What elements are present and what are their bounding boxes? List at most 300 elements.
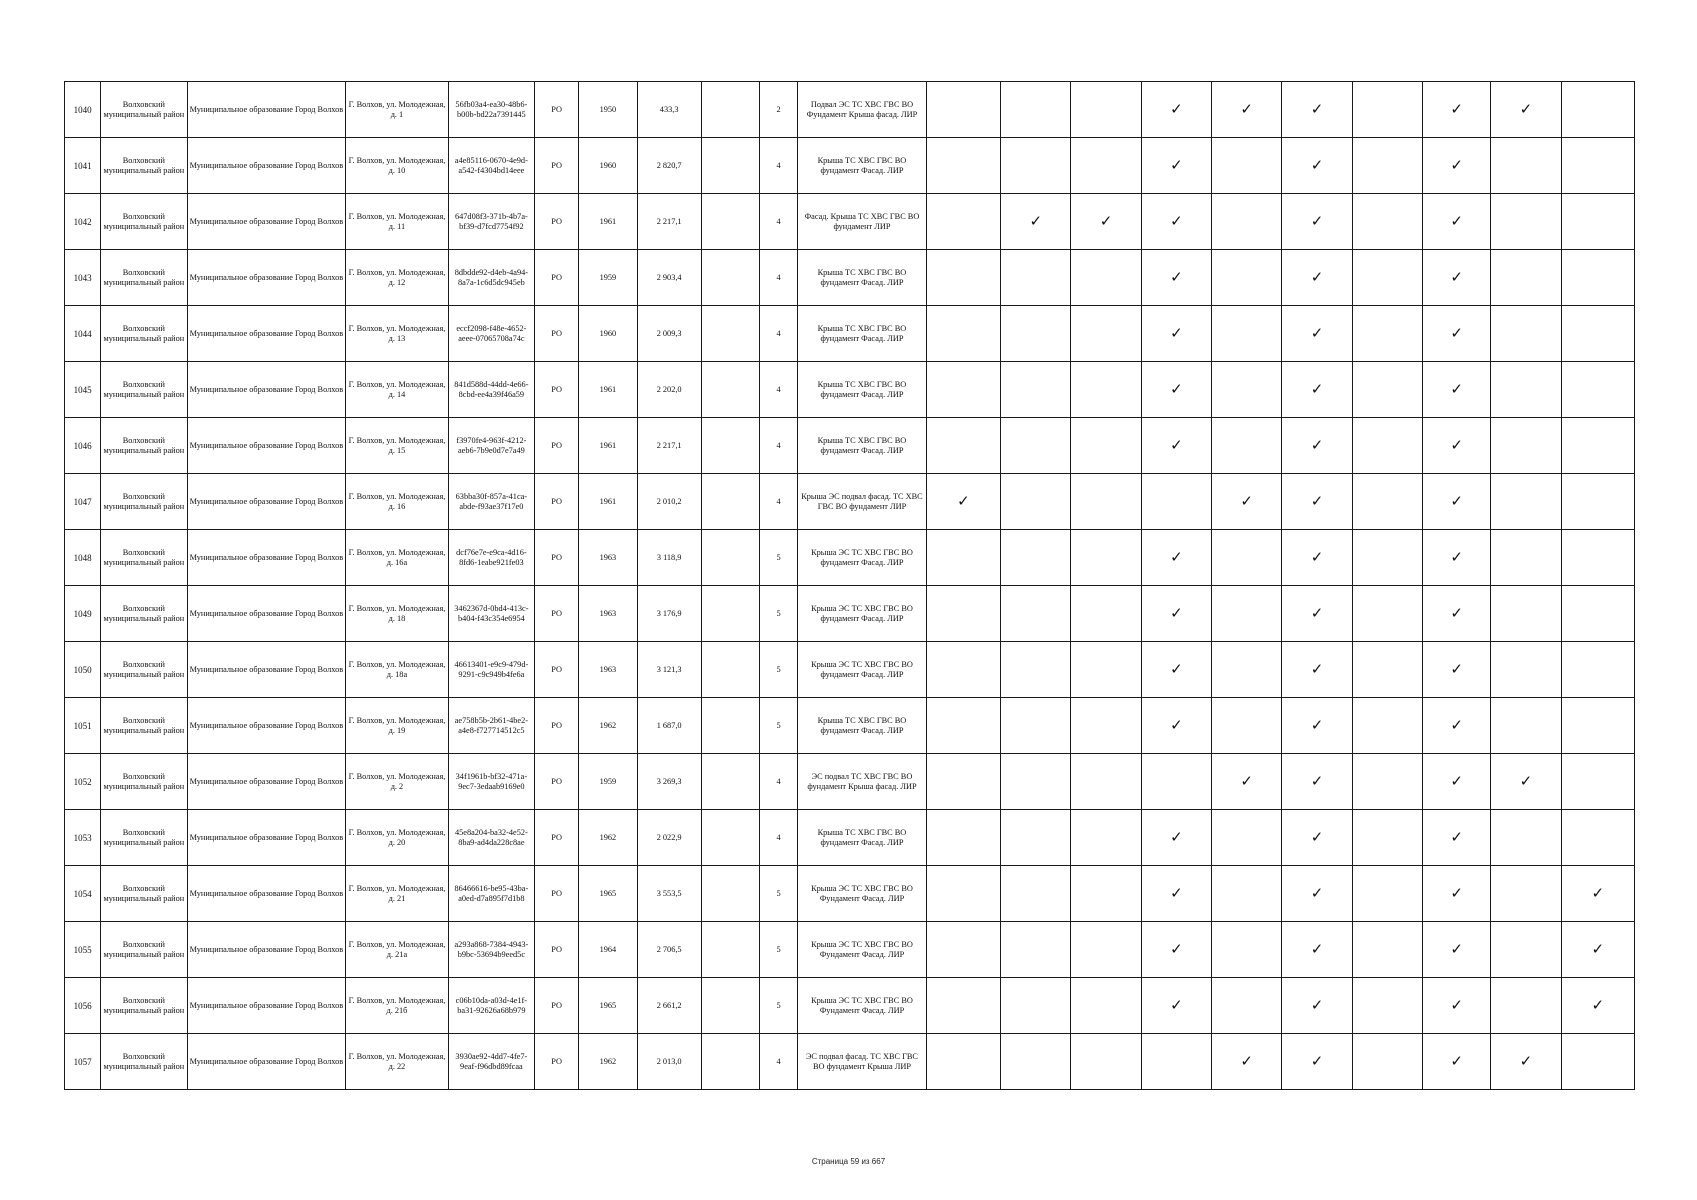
check-mark-icon: ✓ [1240,1052,1253,1070]
district-cell: Волховский муниципальный район [101,978,187,1034]
floors-cell: 5 [760,530,798,586]
check-cell [1001,82,1071,138]
empty-cell [701,306,759,362]
check-cell [1282,250,1352,306]
address-cell: Г. Волхов, ул. Молодежная, д. 20 [346,810,448,866]
check-cell [1352,194,1422,250]
check-mark-icon: ✓ [1450,212,1463,230]
check-cell [1561,586,1634,642]
check-cell [1491,138,1561,194]
empty-cell [701,810,759,866]
check-cell [1212,1034,1282,1090]
area-cell: 3 269,3 [637,754,701,810]
check-cell [1422,1034,1490,1090]
check-cell [1001,642,1071,698]
check-cell [1422,978,1490,1034]
municipality-cell: Муниципальное образование Город Волхов [187,306,346,362]
check-mark-icon: ✓ [1519,772,1533,790]
check-mark-icon: ✓ [1310,156,1324,174]
area-cell: 2 013,0 [637,1034,701,1090]
check-mark-icon: ✓ [1170,716,1183,734]
year-cell: 1965 [579,978,637,1034]
area-cell: 2 022,9 [637,810,701,866]
area-cell: 2 009,3 [637,306,701,362]
guid-cell: a4e85116-0670-4e9d-a542-f4304bd14eee [448,138,534,194]
area-cell: 3 553,5 [637,866,701,922]
table-row [65,978,1635,1034]
guid-cell: eccf2098-f48e-4652-aeee-07065708a74c [448,306,534,362]
check-cell [1001,474,1071,530]
floors-cell: 5 [760,698,798,754]
check-cell [1561,138,1634,194]
check-mark-icon: ✓ [1450,492,1463,510]
type-cell: РО [535,1034,579,1090]
check-cell [1071,978,1141,1034]
table-row [65,362,1635,418]
empty-cell [701,1034,759,1090]
floors-cell: 4 [760,362,798,418]
check-cell [1141,754,1211,810]
district-cell: Волховский муниципальный район [101,194,187,250]
check-cell [1422,250,1490,306]
check-cell [1282,362,1352,418]
table-row [65,866,1635,922]
check-cell [1071,250,1141,306]
check-cell [1071,866,1141,922]
type-cell: РО [535,810,579,866]
check-cell [1071,530,1141,586]
works-cell: ЭС подвал ТС ХВС ГВС ВО фундамент Крыша фасад. ЛИР [798,754,927,810]
check-mark-icon: ✓ [1310,604,1324,622]
check-cell [1141,194,1211,250]
works-cell: Крыша ЭС ТС ХВС ГВС ВО Фундамент Фасад. ЛИР [798,922,927,978]
check-mark-icon: ✓ [1170,996,1183,1014]
district-cell: Волховский муниципальный район [101,922,187,978]
check-cell [926,250,1000,306]
check-cell [1282,698,1352,754]
type-cell: РО [535,194,579,250]
check-cell [1001,978,1071,1034]
district-cell: Волховский муниципальный район [101,82,187,138]
check-cell [1491,362,1561,418]
type-cell: РО [535,306,579,362]
check-mark-icon: ✓ [1170,884,1183,902]
area-cell: 2 706,5 [637,922,701,978]
address-cell: Г. Волхов, ул. Молодежная, д. 10 [346,138,448,194]
check-cell [1561,418,1634,474]
check-mark-icon: ✓ [1310,492,1324,510]
year-cell: 1963 [579,530,637,586]
table-row [65,586,1635,642]
floors-cell: 4 [760,306,798,362]
check-cell [1282,194,1352,250]
check-mark-icon: ✓ [1310,380,1324,398]
check-mark-icon: ✓ [1240,100,1253,118]
check-cell [1071,586,1141,642]
municipality-cell: Муниципальное образование Город Волхов [187,586,346,642]
check-cell [1001,530,1071,586]
municipality-cell: Муниципальное образование Город Волхов [187,530,346,586]
row-number-cell: 1047 [65,474,101,530]
check-cell [1212,810,1282,866]
municipality-cell: Муниципальное образование Город Волхов [187,250,346,306]
check-cell [1352,642,1422,698]
check-mark-icon: ✓ [1099,212,1113,230]
area-cell: 2 010,2 [637,474,701,530]
check-cell [1212,194,1282,250]
check-cell [1561,306,1634,362]
table-row [65,306,1635,362]
year-cell: 1960 [579,306,637,362]
check-cell [1212,82,1282,138]
table-row [65,138,1635,194]
check-cell [1561,194,1634,250]
row-number-cell: 1048 [65,530,101,586]
guid-cell: ae758b5b-2b61-4be2-a4e8-f727714512c5 [448,698,534,754]
table-row [65,194,1635,250]
floors-cell: 4 [760,194,798,250]
check-cell [926,978,1000,1034]
check-cell [1491,194,1561,250]
check-mark-icon: ✓ [1170,828,1183,846]
check-cell [1422,754,1490,810]
check-cell [1491,306,1561,362]
year-cell: 1963 [579,642,637,698]
works-cell: Подвал ЭС ТС ХВС ГВС ВО Фундамент Крыша фасад. ЛИР [798,82,927,138]
floors-cell: 5 [760,866,798,922]
check-mark-icon: ✓ [1310,268,1324,286]
check-mark-icon: ✓ [1170,380,1183,398]
type-cell: РО [535,978,579,1034]
check-mark-icon: ✓ [1450,156,1463,174]
check-mark-icon: ✓ [1170,660,1183,678]
check-cell [1282,82,1352,138]
works-cell: Крыша ТС ХВС ГВС ВО фундамент Фасад. ЛИР [798,306,927,362]
year-cell: 1962 [579,1034,637,1090]
check-cell [926,866,1000,922]
year-cell: 1961 [579,194,637,250]
check-cell [1352,306,1422,362]
check-cell [1071,642,1141,698]
check-cell [1352,698,1422,754]
type-cell: РО [535,586,579,642]
address-cell: Г. Волхов, ул. Молодежная, д. 21а [346,922,448,978]
empty-cell [701,642,759,698]
row-number-cell: 1057 [65,1034,101,1090]
check-cell [1561,866,1634,922]
check-mark-icon: ✓ [1519,100,1533,118]
check-cell [1001,1034,1071,1090]
table-row [65,922,1635,978]
table-row [65,698,1635,754]
check-cell [1422,418,1490,474]
table-row [65,250,1635,306]
check-mark-icon: ✓ [1450,1052,1463,1070]
check-cell [1422,362,1490,418]
year-cell: 1960 [579,138,637,194]
page-footer: Страница 59 из 667 [811,1157,886,1166]
year-cell: 1964 [579,922,637,978]
check-cell [1282,474,1352,530]
check-cell [1071,922,1141,978]
check-cell [1282,1034,1352,1090]
check-mark-icon: ✓ [1310,940,1324,958]
check-cell [1001,362,1071,418]
check-cell [1212,250,1282,306]
check-cell [1001,306,1071,362]
works-cell: Крыша ТС ХВС ГВС ВО фундамент Фасад. ЛИР [798,698,927,754]
floors-cell: 5 [760,642,798,698]
check-cell [1001,194,1071,250]
type-cell: РО [535,922,579,978]
check-cell [1141,978,1211,1034]
check-cell [1001,250,1071,306]
check-cell [926,922,1000,978]
check-cell [1422,194,1490,250]
check-mark-icon: ✓ [1170,436,1183,454]
municipality-cell: Муниципальное образование Город Волхов [187,754,346,810]
check-cell [1071,754,1141,810]
empty-cell [701,418,759,474]
type-cell: РО [535,474,579,530]
type-cell: РО [535,642,579,698]
check-cell [1282,530,1352,586]
row-number-cell: 1045 [65,362,101,418]
check-cell [1282,306,1352,362]
floors-cell: 4 [760,418,798,474]
year-cell: 1962 [579,698,637,754]
check-cell [1141,922,1211,978]
type-cell: РО [535,698,579,754]
address-cell: Г. Волхов, ул. Молодежная, д. 13 [346,306,448,362]
check-cell [1352,1034,1422,1090]
municipality-cell: Муниципальное образование Город Волхов [187,474,346,530]
empty-cell [701,82,759,138]
check-mark-icon: ✓ [1310,884,1324,902]
check-cell [1491,866,1561,922]
check-mark-icon: ✓ [1450,884,1463,902]
check-cell [926,810,1000,866]
check-cell [1141,810,1211,866]
municipality-cell: Муниципальное образование Город Волхов [187,810,346,866]
check-mark-icon: ✓ [1450,380,1463,398]
table-row [65,642,1635,698]
check-mark-icon: ✓ [1310,100,1324,118]
check-cell [1422,642,1490,698]
area-cell: 2 820,7 [637,138,701,194]
type-cell: РО [535,82,579,138]
check-mark-icon: ✓ [1170,548,1183,566]
check-cell [1561,922,1634,978]
floors-cell: 5 [760,922,798,978]
works-cell: Крыша ТС ХВС ГВС ВО фундамент Фасад. ЛИР [798,362,927,418]
guid-cell: 63bba30f-857a-41ca-abde-f93ae37f17e0 [448,474,534,530]
check-mark-icon: ✓ [1450,996,1463,1014]
works-cell: Крыша ЭС ТС ХВС ГВС ВО Фундамент Фасад. ЛИР [798,866,927,922]
check-cell [1352,82,1422,138]
check-cell [926,82,1000,138]
check-cell [1212,642,1282,698]
check-cell [1071,138,1141,194]
check-cell [1352,138,1422,194]
check-mark-icon: ✓ [1310,548,1324,566]
floors-cell: 4 [760,250,798,306]
table-row [65,810,1635,866]
type-cell: РО [535,362,579,418]
check-cell [1212,306,1282,362]
type-cell: РО [535,138,579,194]
check-cell [1071,1034,1141,1090]
check-cell [1491,642,1561,698]
district-cell: Волховский муниципальный район [101,474,187,530]
guid-cell: 3930ae92-4dd7-4fe7-9eaf-f96dbd89fcaa [448,1034,534,1090]
row-number-cell: 1051 [65,698,101,754]
check-cell [1001,418,1071,474]
check-mark-icon: ✓ [1170,604,1183,622]
works-cell: ЭС подвал фасад. ТС ХВС ГВС ВО фундамент Крыша ЛИР [798,1034,927,1090]
check-cell [1212,530,1282,586]
guid-cell: 647d08f3-371b-4b7a-bf39-d7fcd7754f92 [448,194,534,250]
address-cell: Г. Волхов, ул. Молодежная, д. 22 [346,1034,448,1090]
check-cell [1491,474,1561,530]
check-mark-icon: ✓ [1310,716,1324,734]
guid-cell: 56fb03a4-ea30-48b6-b00b-bd22a7391445 [448,82,534,138]
check-cell [1141,306,1211,362]
type-cell: РО [535,866,579,922]
district-cell: Волховский муниципальный район [101,306,187,362]
check-mark-icon: ✓ [1310,436,1324,454]
year-cell: 1961 [579,362,637,418]
year-cell: 1959 [579,754,637,810]
area-cell: 2 202,0 [637,362,701,418]
check-cell [1141,530,1211,586]
check-cell [1282,642,1352,698]
check-cell [1352,978,1422,1034]
works-cell: Крыша ЭС ТС ХВС ГВС ВО фундамент Фасад. ЛИР [798,530,927,586]
check-mark-icon: ✓ [1029,212,1043,230]
check-cell [1001,586,1071,642]
area-cell: 3 118,9 [637,530,701,586]
check-mark-icon: ✓ [1450,100,1463,118]
municipality-cell: Муниципальное образование Город Волхов [187,698,346,754]
check-mark-icon: ✓ [1170,324,1183,342]
check-cell [1282,138,1352,194]
check-cell [1001,698,1071,754]
floors-cell: 2 [760,82,798,138]
check-mark-icon: ✓ [1170,940,1183,958]
district-cell: Волховский муниципальный район [101,810,187,866]
guid-cell: 34f1961b-bf32-471a-9ec7-3edaab9169e0 [448,754,534,810]
check-cell [1212,362,1282,418]
check-cell [1071,474,1141,530]
check-mark-icon: ✓ [1591,996,1605,1014]
floors-cell: 5 [760,978,798,1034]
address-cell: Г. Волхов, ул. Молодежная, д. 14 [346,362,448,418]
check-cell [1491,418,1561,474]
check-cell [1491,698,1561,754]
floors-cell: 4 [760,754,798,810]
check-mark-icon: ✓ [1450,828,1463,846]
check-cell [1561,362,1634,418]
check-cell [1282,810,1352,866]
check-mark-icon: ✓ [957,492,970,510]
check-cell [926,698,1000,754]
works-cell: Крыша ТС ХВС ГВС ВО фундамент Фасад. ЛИР [798,418,927,474]
check-cell [1561,698,1634,754]
check-cell [1422,586,1490,642]
empty-cell [701,138,759,194]
empty-cell [701,978,759,1034]
works-cell: Крыша ЭС ТС ХВС ГВС ВО фундамент Фасад. ЛИР [798,642,927,698]
check-cell [1352,754,1422,810]
check-cell [1141,250,1211,306]
empty-cell [701,866,759,922]
district-cell: Волховский муниципальный район [101,698,187,754]
check-cell [1561,810,1634,866]
check-cell [1282,922,1352,978]
check-cell [1422,810,1490,866]
empty-cell [701,922,759,978]
address-cell: Г. Волхов, ул. Молодежная, д. 1 [346,82,448,138]
check-cell [1352,530,1422,586]
check-cell [1071,698,1141,754]
floors-cell: 4 [760,474,798,530]
floors-cell: 4 [760,1034,798,1090]
municipality-cell: Муниципальное образование Город Волхов [187,866,346,922]
check-cell [926,474,1000,530]
year-cell: 1950 [579,82,637,138]
check-cell [1352,250,1422,306]
check-cell [1071,418,1141,474]
address-cell: Г. Волхов, ул. Молодежная, д. 18 [346,586,448,642]
check-cell [926,586,1000,642]
empty-cell [701,474,759,530]
check-cell [1352,418,1422,474]
row-number-cell: 1043 [65,250,101,306]
table-row [65,418,1635,474]
check-cell [926,418,1000,474]
check-cell [926,530,1000,586]
type-cell: РО [535,250,579,306]
empty-cell [701,362,759,418]
type-cell: РО [535,418,579,474]
municipality-cell: Муниципальное образование Город Волхов [187,362,346,418]
check-cell [1491,250,1561,306]
check-cell [1282,866,1352,922]
floors-cell: 4 [760,138,798,194]
check-cell [1212,978,1282,1034]
check-cell [1282,586,1352,642]
check-mark-icon: ✓ [1450,604,1463,622]
check-cell [1491,82,1561,138]
year-cell: 1961 [579,474,637,530]
municipality-cell: Муниципальное образование Город Волхов [187,642,346,698]
type-cell: РО [535,754,579,810]
address-cell: Г. Волхов, ул. Молодежная, д. 2 [346,754,448,810]
check-cell [1561,530,1634,586]
address-cell: Г. Волхов, ул. Молодежная, д. 12 [346,250,448,306]
check-cell [1422,698,1490,754]
check-cell [926,642,1000,698]
row-number-cell: 1056 [65,978,101,1034]
empty-cell [701,698,759,754]
address-cell: Г. Волхов, ул. Молодежная, д. 21б [346,978,448,1034]
district-cell: Волховский муниципальный район [101,250,187,306]
check-cell [1141,586,1211,642]
guid-cell: 8dbdde92-d4eb-4a94-8a7a-1c6d5dc945eb [448,250,534,306]
check-cell [1422,922,1490,978]
check-cell [1212,474,1282,530]
